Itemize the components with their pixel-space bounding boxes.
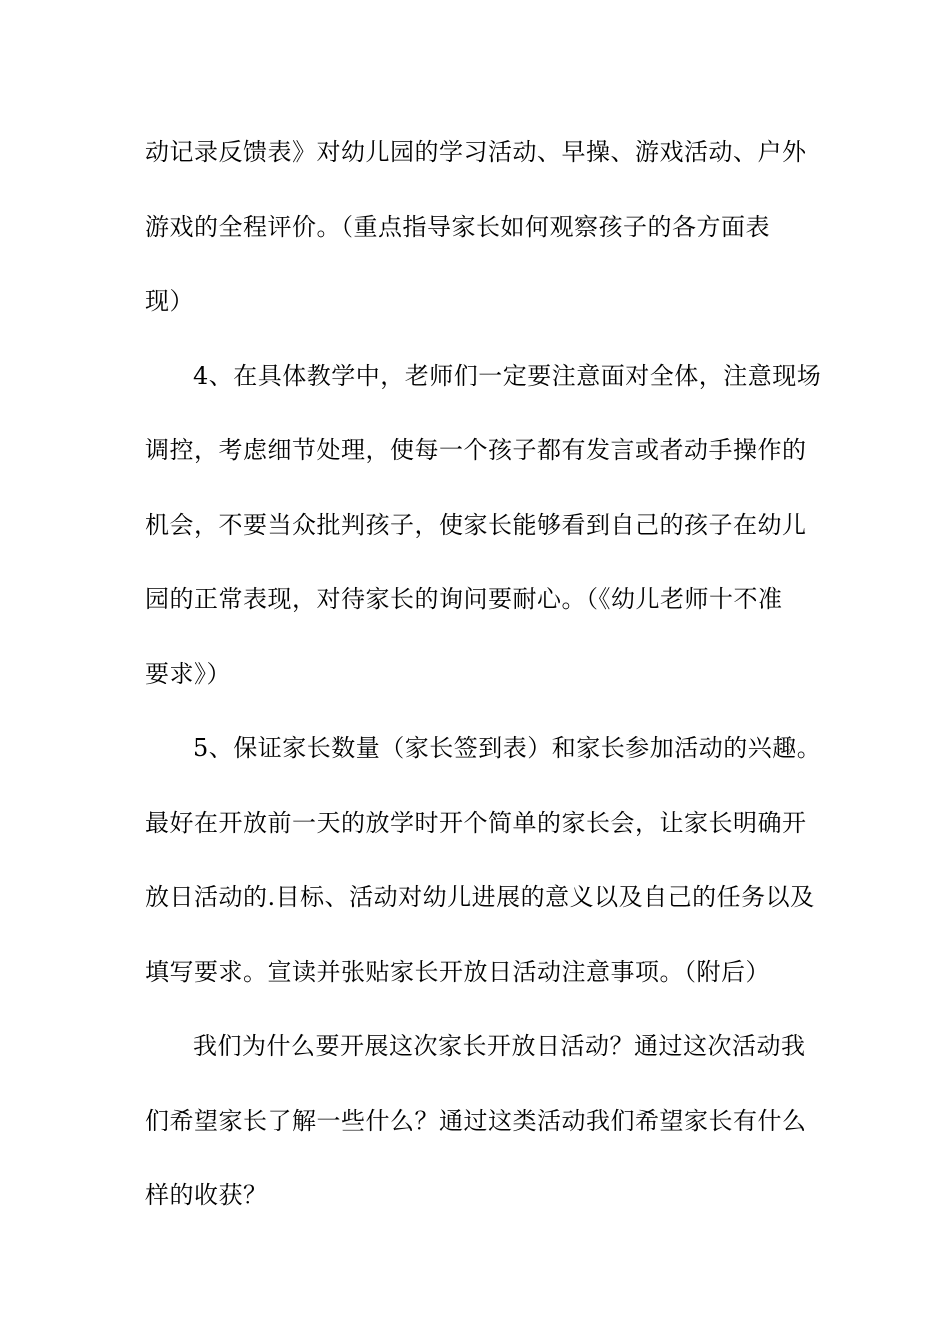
text-line: 5、保证家长数量（家长签到表）和家长参加活动的兴趣。: [193, 734, 822, 762]
text-line: 4、在具体教学中，老师们一定要注意面对全体，注意现场: [193, 362, 822, 390]
text-line: 机会，不要当众批判孩子，使家长能够看到自己的孩子在幼儿: [145, 511, 807, 539]
text-line: 调控，考虑细节处理，使每一个孩子都有发言或者动手操作的: [145, 436, 807, 464]
text-line: 们希望家长了解一些什么？通过这类活动我们希望家长有什么: [145, 1107, 807, 1135]
text-line: 最好在开放前一天的放学时开个简单的家长会，让家长明确开: [145, 809, 807, 837]
text-line: 放日活动的.目标、活动对幼儿进展的意义以及自己的任务以及: [145, 883, 815, 911]
text-line: 我们为什么要开展这次家长开放日活动？通过这次活动我: [193, 1032, 806, 1060]
text-line: 样的收获？: [145, 1181, 268, 1209]
text-line: 动记录反馈表》对幼儿园的学习活动、早操、游戏活动、户外: [145, 138, 807, 166]
text-line: 园的正常表现，对待家长的询问要耐心。（《幼儿老师十不准: [145, 585, 783, 613]
text-line: 填写要求。宣读并张贴家长开放日活动注意事项。（附后）: [145, 958, 770, 986]
text-line: 现）: [145, 287, 194, 315]
text-line: 游戏的全程评价。（重点指导家长如何观察孩子的各方面表: [145, 213, 770, 241]
text-line: 要求》）: [145, 660, 231, 688]
